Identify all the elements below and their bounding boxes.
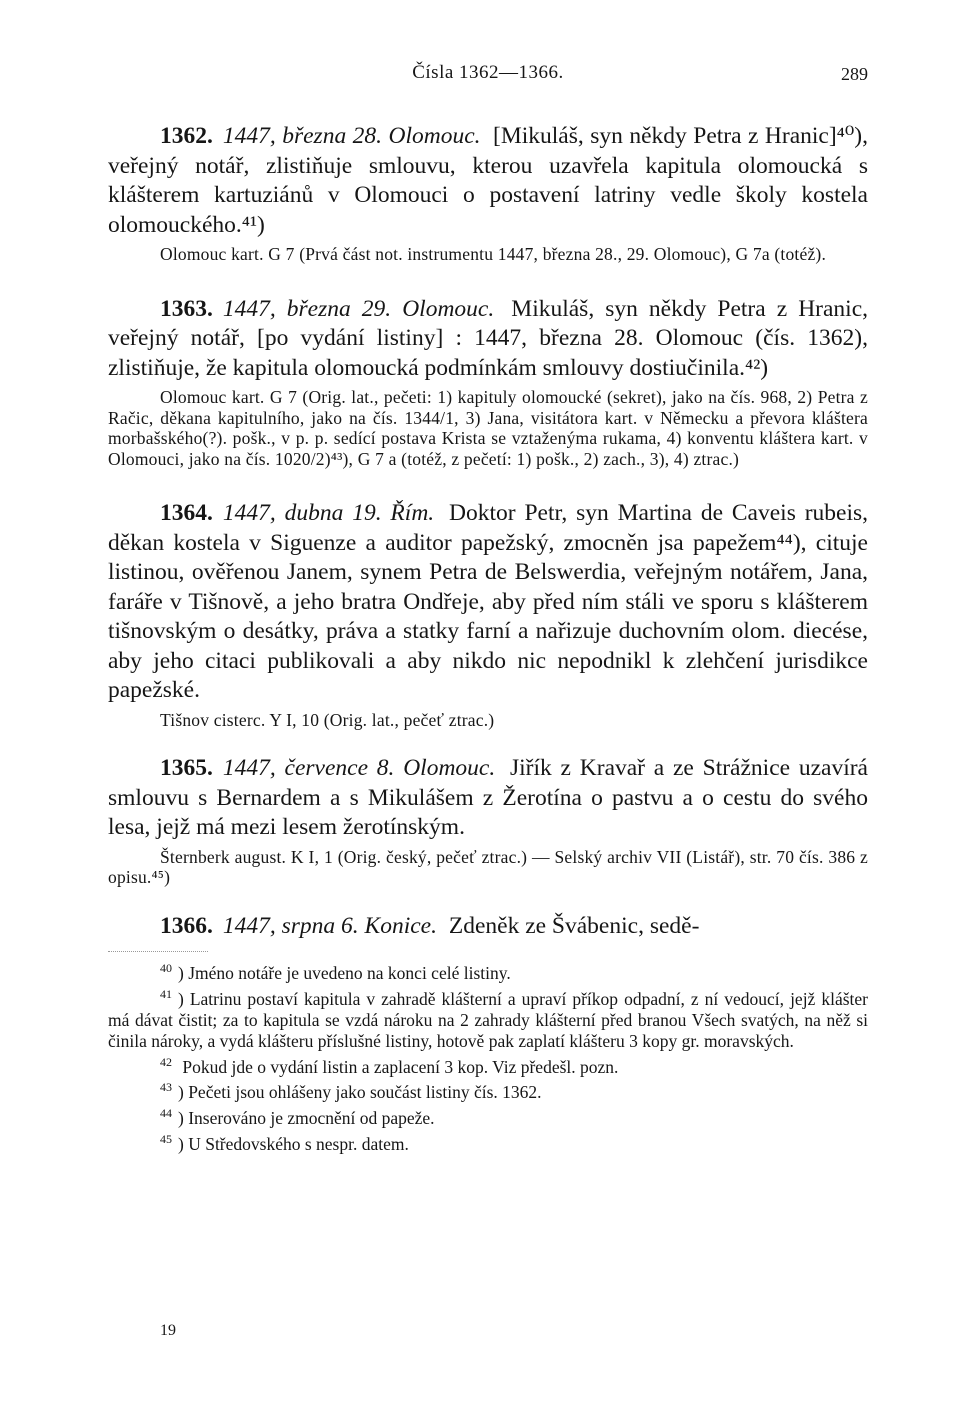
- footnote: [108, 984, 868, 1052]
- page: [108, 58, 868, 1155]
- page-number: 289: [841, 64, 868, 84]
- entry-body: Doktor Petr, syn Martina de Caveis rubeis, děkan kostela v Siguenze a auditor papežský, zmocněn jsa papežem⁴⁴), cituje listinou, ověřenou Janem, synem Petra de Belswerdia, veřejným notářem, Jana, faráře v Tišnově, a jeho bratra Ondřeje, aby před ním stáli ve sporu s klášterem tišnovským o desátky, práva a statky farní a nařizuje duchovním olom. diecése, aby jeho citaci publikovali a aby nikdo nic nepodnikl k zlehčení jurisdikce papežské.: [108, 500, 868, 703]
- footnote-text: ) Inserováno je zmocnění od papeže.: [178, 1108, 435, 1129]
- running-head: [108, 58, 868, 98]
- entry-source-note: Tišnov cisterc. Y I, 10 (Orig. lat., pečeť ztrac.): [160, 709, 495, 730]
- entry-number: 1362.: [160, 123, 213, 149]
- entry-date: 1447, března 29. Olomouc.: [222, 295, 495, 322]
- entry-1365: [108, 754, 868, 888]
- entry-date: 1447, července 8. Olomouc.: [222, 755, 496, 781]
- footnote-mark: 41: [160, 986, 172, 1001]
- entry-1362: [108, 122, 868, 265]
- entry-date: 1447, srpna 6. Konice.: [222, 912, 437, 939]
- entry-number: 1366.: [160, 912, 213, 939]
- footnote-text: ) Latrinu postaví kapitula v zahradě klášterní a upraví příkop odpadní, z ní vedoucí, jejž klášter má dávat čistit; za to kapitula se vzdá nároku na 2 zahrady klášterní před branou Všech svatých, na něž si činila nároky, a vydá klášteru příslušné listiny, hotově pak zaplatí klášteru 3 kopy gr. moravských.: [108, 988, 868, 1051]
- entry-number: 1365.: [160, 755, 213, 781]
- entry-number: 1363.: [160, 295, 213, 322]
- entry-date: 1447, března 28. Olomouc.: [222, 123, 481, 149]
- footnotes: [108, 958, 868, 1155]
- footnote-mark: 42: [160, 1054, 172, 1069]
- footnote-mark: 40: [160, 961, 172, 975]
- entry-source-note: Olomouc kart. G 7 (Orig. lat., pečeti: 1) kapituly olomoucké (sekret), jako na čís. 968, 2) Petra z Račic, děkana kapitulního, jako na čís. 1344/1, 3) Jana, visitátora kart. v Německu a převora kláštera morbašského(?). pošk., v p. p. sedící postava Krista se vztaženýma rukama, 4) konventu kláštera kart. v Olomouci, jako na čís. 1020/2)⁴³), G 7 a (totéž, z pečetí: 1) pošk., 2) zach., 3), 4) ztrac.): [108, 387, 868, 469]
- entry-source-note: Šternberk august. K I, 1 (Orig. český, pečeť ztrac.) — Selský archiv VII (Listář), str. 70 čís. 386 z opisu.⁴⁵): [108, 846, 868, 887]
- entry-1363: [108, 295, 868, 470]
- footnote: [108, 1129, 868, 1155]
- entry-text: [108, 754, 868, 843]
- footnote-mark: 44: [160, 1106, 172, 1121]
- entry-body: Jiřík z Kravař a ze Strážnice uzavírá smlouvu s Bernardem a s Mikulášem z Žerotína o pastvu a o cestu do svého lesa, jejž má mezi lesem žerotínským.: [108, 755, 868, 840]
- footnote: [108, 1077, 868, 1103]
- running-title: Čísla 1362—1366.: [412, 62, 564, 83]
- footnote-text: Pokud jde o vydání listin a zaplacení 3 kop. Viz předešl. pozn.: [178, 1056, 619, 1077]
- footnote-text: ) Pečeti jsou ohlášeny jako součást listiny čís. 1362.: [178, 1082, 542, 1103]
- entry-body: [Mikuláš, syn někdy Petra z Hranic]⁴⁰), veřejný notář, zlistiňuje smlouvu, kterou uzavřela kapitula olomoucká s klášterem kartuziánů v Olomouci o postavení latriny vedle školy kostela olomouckého.⁴¹): [108, 123, 868, 238]
- footnote-rule: [108, 951, 208, 952]
- footnote-mark: 43: [160, 1080, 172, 1095]
- signature-mark: 19: [160, 1322, 176, 1339]
- entry-1366: [108, 912, 868, 942]
- footnote: [108, 1052, 868, 1078]
- entry-date: 1447, dubna 19. Řím.: [222, 500, 435, 526]
- entry-source-note: Olomouc kart. G 7 (Prvá část not. instrumentu 1447, března 28., 29. Olomouc), G 7a (totéž).: [160, 244, 827, 264]
- footnote-mark: 45: [160, 1132, 172, 1147]
- entry-body: Zdeněk ze Švábenic, sedě-: [448, 912, 700, 939]
- entry-1364: [108, 499, 868, 730]
- entry-text: [108, 912, 868, 942]
- entry-text: [108, 295, 868, 384]
- entry-text: [108, 499, 868, 706]
- entry-text: [108, 122, 868, 240]
- footnote-text: ) Jméno notáře je uvedeno na konci celé listiny.: [178, 962, 511, 983]
- entry-body: Mikuláš, syn někdy Petra z Hranic, veřejný notář, [po vydání listiny] : 1447, března 28. Olomouc (čís. 1362), zlistiňuje, že kapitula olomoucká podmínkám smlouvy dostiučinila.⁴²): [108, 295, 869, 381]
- footnote: [108, 1103, 868, 1129]
- footnote-text: ) U Středovského s nespr. datem.: [178, 1133, 409, 1154]
- entry-number: 1364.: [160, 500, 213, 526]
- footnote: [108, 958, 868, 984]
